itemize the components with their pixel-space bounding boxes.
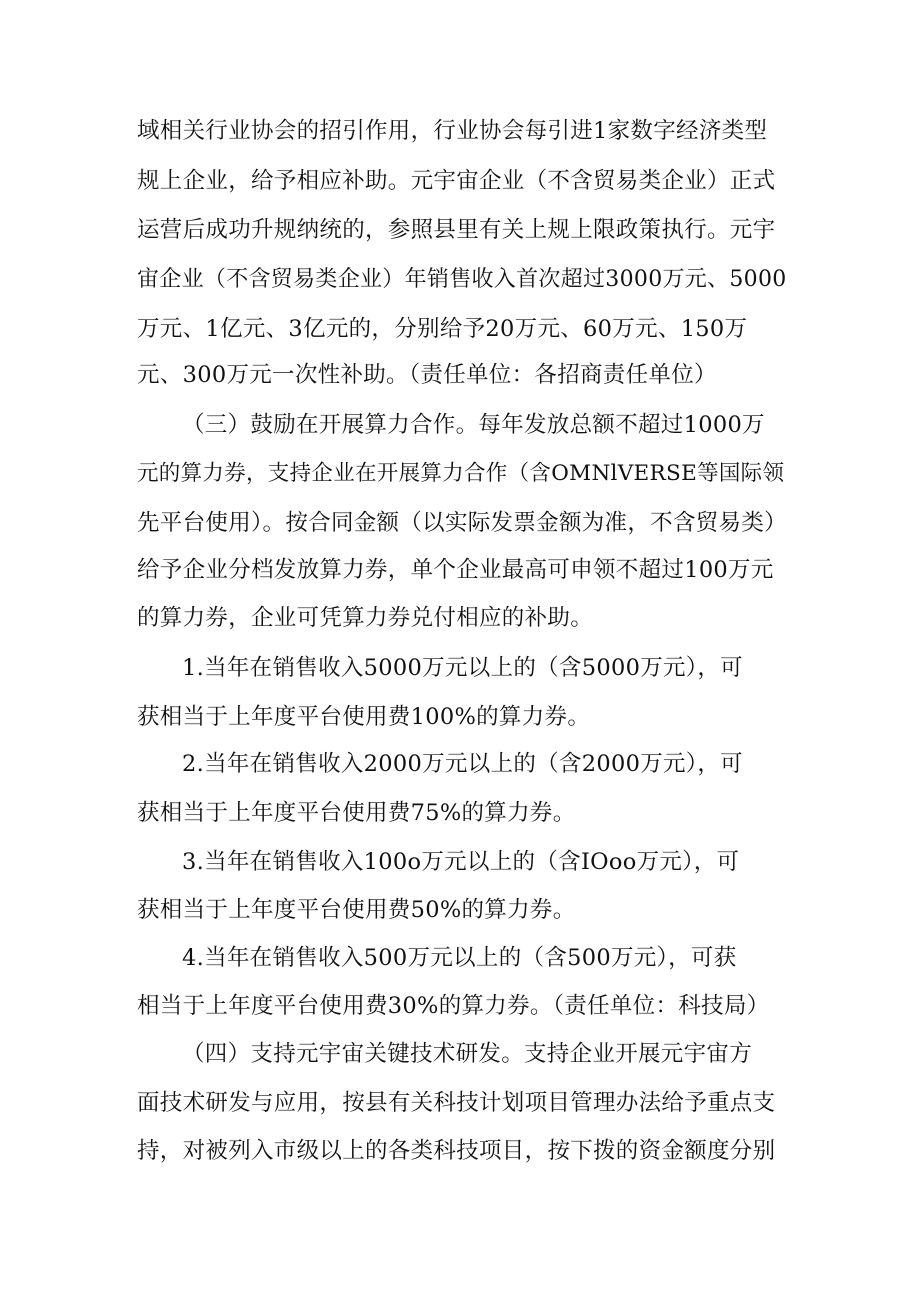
text-line: 宙企业（不含贸易类企业）年销售收入首次超过3000万元、5000 [137, 267, 787, 292]
text-line: 获相当于上年度平台使用费75%的算力券。 [137, 800, 576, 826]
text-line: 运营后成功升规纳统的，参照县里有关上规上限政策执行。元宇 [137, 217, 776, 243]
text-line: 持，对被列入市级以上的各类科技项目，按下拨的资金额度分别 [137, 1138, 776, 1164]
text-line: 相当于上年度平台使用费30%的算力券。（责任单位：科技局） [137, 993, 770, 1019]
text-line: 元的算力券，支持企业在开展算力合作（含OMNlVERSE等国际领 [137, 461, 785, 486]
text-line: 规上企业，给予相应补助。元宇宙企业（不含贸易类企业）正式 [137, 168, 776, 194]
text-line: 元、300万元一次性补助。（责任单位：各招商责任单位） [137, 362, 717, 388]
list-item-line: 3.当年在销售收入100o万元以上的（含IOoo万元），可 [182, 849, 740, 875]
list-item-line: 4.当年在销售收入500万元以上的（含500万元），可获 [182, 945, 737, 971]
section-heading-line: （三）鼓励在开展算力合作。每年发放总额不超过1000万 [182, 412, 765, 438]
text-line: 万元、1亿元、3亿元的，分别给予20万元、60万元、150万 [137, 316, 748, 342]
text-line: 获相当于上年度平台使用费50%的算力券。 [137, 897, 576, 923]
text-line: 面技术研发与应用，按县有关科技计划项目管理办法给予重点支 [137, 1090, 776, 1116]
text-line: 先平台使用）。按合同金额（以实际发票金额为准，不含贸易类） [137, 510, 787, 536]
list-item-line: 2.当年在销售收入2000万元以上的（含2000万元），可 [182, 751, 743, 777]
text-line: 获相当于上年度平台使用费100%的算力券。 [137, 704, 591, 730]
text-line: 域相关行业协会的招引作用，行业协会每引进1家数字经济类型 [137, 118, 768, 144]
list-item-line: 1.当年在销售收入5000万元以上的（含5000万元），可 [182, 655, 743, 681]
section-heading-line: （四）支持元宇宙关键技术研发。支持企业开展元宇宙方 [182, 1041, 753, 1067]
text-line: 给予企业分档发放算力券，单个企业最高可申领不超过100万元 [137, 557, 774, 583]
text-line: 的算力券，企业可凭算力券兑付相应的补助。 [137, 605, 594, 631]
